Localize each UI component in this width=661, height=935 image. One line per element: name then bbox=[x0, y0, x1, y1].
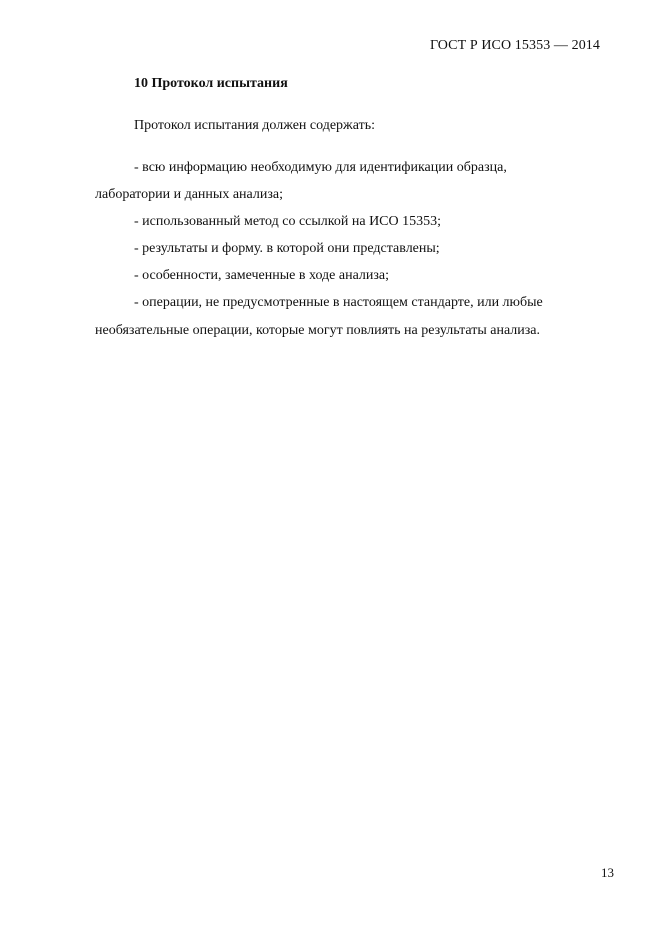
list-item-5-line-2: необязательные операции, которые могут повлиять на результаты анализа. bbox=[95, 323, 541, 338]
list-item-3: - результаты и форму. в которой они представлены; bbox=[134, 241, 440, 256]
list-item-5-line-1: - операции, не предусмотренные в настоящем стандарте, или любые bbox=[134, 295, 543, 310]
section-intro: Протокол испытания должен содержать: bbox=[134, 118, 375, 133]
list-item-4: - особенности, замеченные в ходе анализа; bbox=[134, 268, 390, 283]
section-title: 10 Протокол испытания bbox=[134, 76, 288, 91]
standard-code-header: ГОСТ Р ИСО 15353 — 2014 bbox=[429, 38, 600, 53]
list-item-1-line-2: лаборатории и данных анализа; bbox=[95, 187, 283, 202]
page-number: 13 bbox=[601, 865, 614, 880]
list-item-2: - использованный метод со ссылкой на ИСО 15353; bbox=[134, 214, 442, 229]
list-item-1-line-1: - всю информацию необходимую для идентификации образца, bbox=[134, 160, 507, 175]
